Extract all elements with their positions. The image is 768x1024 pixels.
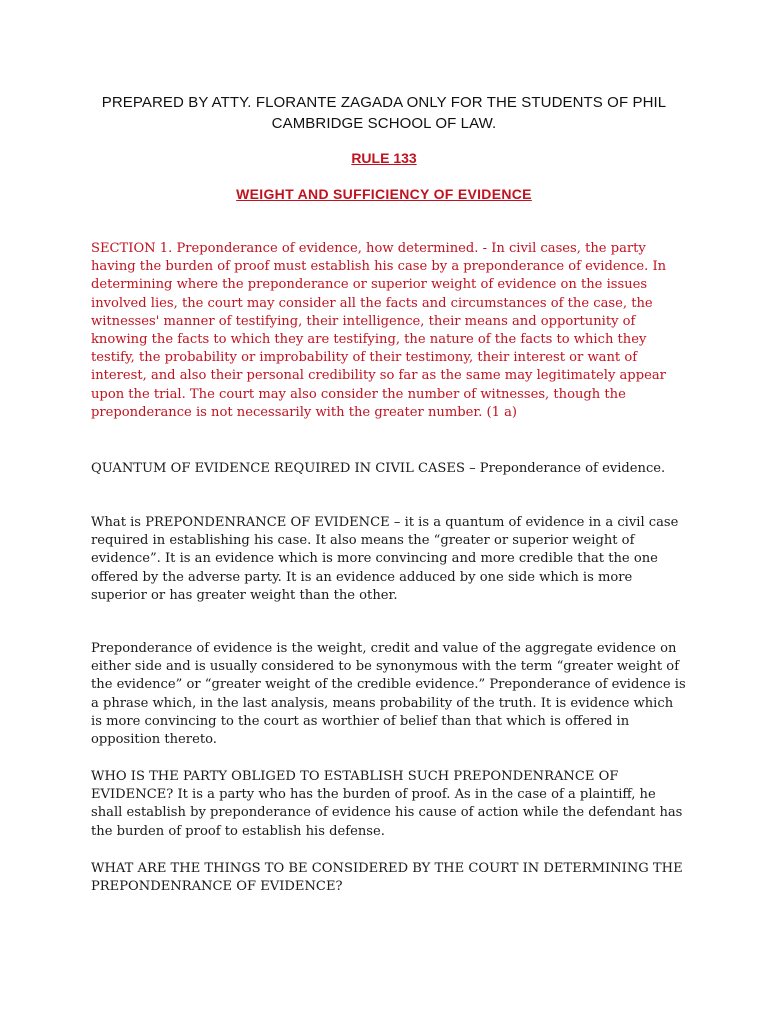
header-line-2: CAMBRIDGE SCHOOL OF LAW. <box>271 115 497 132</box>
header-line-1: PREPARED BY ATTY. FLORANTE ZAGADA ONLY FOR THE STUDENTS OF PHIL <box>101 94 667 111</box>
what-things-considered-paragraph: WHAT ARE THE THINGS TO BE CONSIDERED BY THE COURT IN DETERMINING THE PREPONDENRANCE OF EVIDENCE? <box>91 861 683 895</box>
quantum-paragraph: QUANTUM OF EVIDENCE REQUIRED IN CIVIL CASES – Preponderance of evidence. <box>91 461 666 476</box>
rule-title-heading: WEIGHT AND SUFFICIENCY OF EVIDENCE <box>236 186 532 202</box>
document-header <box>60 92 708 134</box>
definition-paragraph: Preponderance of evidence is the weight, credit and value of the aggregate evidence on either side and is usually considered to be synonymous with the term “greater weight of the evidence” or “greater weight of the credible evidence.” Preponderance of evidence is a phrase which, in the last analysis, means probability of the truth. It is evidence which is more convincing to the court as worthier of belief than that which is offered in opposition thereto. <box>91 641 686 748</box>
who-is-obliged-paragraph: WHO IS THE PARTY OBLIGED TO ESTABLISH SUCH PREPONDENRANCE OF EVIDENCE? It is a party who has the burden of proof. As in the case of a plaintiff, he shall establish by preponderance of evidence his cause of action while the defendant has the burden of proof to establish his defense. <box>91 769 683 839</box>
section-1-paragraph: SECTION 1. Preponderance of evidence, how determined. - In civil cases, the party having the burden of proof must establish his case by a preponderance of evidence. In determining where the preponderance or superior weight of evidence on the issues involved lies, the court may consider all the facts and circumstances of the case, the witnesses' manner of testifying, their intelligence, their means and opportunity of knowing the facts to which they are testifying, the nature of the facts to which they testify, the probability or improbability of their testimony, their interest or want of interest, and also their personal credibility so far as the same may legitimately appear upon the trial. The court may also consider the number of witnesses, though the preponderance is not necessarily with the greater number. (1 a) <box>91 241 667 420</box>
what-is-preponderance-paragraph: What is PREPONDENRANCE OF EVIDENCE – it is a quantum of evidence in a civil case required in establishing his case. It also means the “greater or superior weight of evidence”. It is an evidence which is more convincing and more credible that the one offered by the adverse party. It is an evidence adduced by one side which is more superior or has greater weight than the other. <box>91 515 679 603</box>
rule-number-heading: RULE 133 <box>351 150 417 166</box>
